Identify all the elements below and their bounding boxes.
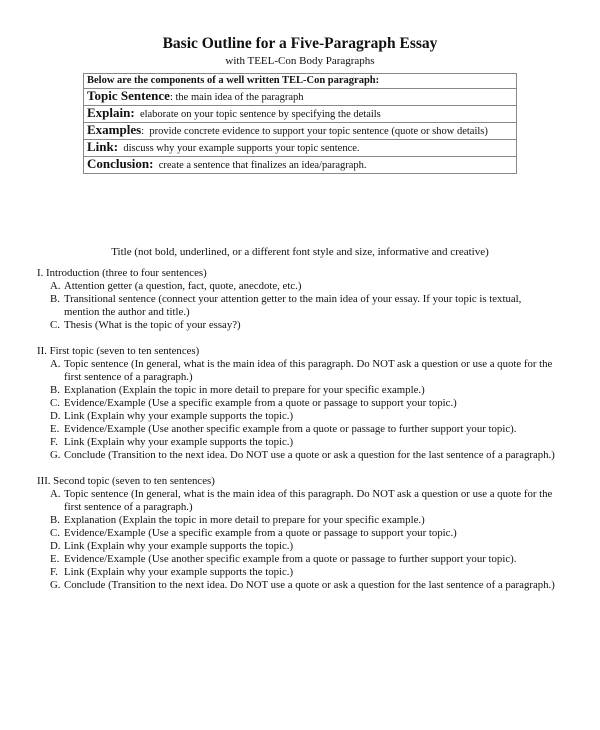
teel-term: Examples	[87, 122, 142, 137]
teel-table-row	[84, 157, 516, 173]
teel-description: elaborate on your topic sentence by specifying the details	[134, 109, 381, 120]
outline-item-text: Evidence/Example (Use a specific example from a quote or passage to support your topic.)	[64, 397, 457, 409]
outline-item	[37, 397, 557, 410]
outline-item-text: Evidence/Example (Use another specific example from a quote or passage to further support your topic).	[64, 553, 517, 565]
teel-description: provide concrete evidence to support your topic sentence (quote or show details)	[144, 126, 488, 137]
outline-item-text: Evidence/Example (Use another specific example from a quote or passage to further support your topic).	[64, 423, 517, 435]
outline-item-label: D.	[50, 410, 61, 422]
outline-item-text: Explanation (Explain the topic in more detail to prepare for your specific example.)	[64, 514, 425, 526]
outline-item	[37, 540, 557, 553]
teel-term: Explain:	[87, 105, 135, 120]
outline-item-label: C.	[50, 527, 60, 539]
outline-item	[37, 280, 557, 293]
outline-item-label: A.	[50, 488, 61, 500]
outline-item-label: D.	[50, 540, 61, 552]
outline-item-label: B.	[50, 293, 60, 305]
teel-term: Topic Sentence	[87, 88, 170, 103]
outline-item	[37, 514, 557, 527]
outline-section	[37, 345, 557, 462]
outline-item-text: Topic sentence (In general, what is the main idea of this paragraph. Do NOT ask a question or use a quote for the first sentence of a paragraph.)	[64, 358, 553, 383]
outline-item-label: B.	[50, 514, 60, 526]
outline-item-text: Evidence/Example (Use a specific example from a quote or passage to support your topic.)	[64, 527, 457, 539]
outline-section-heading: III. Second topic (seven to ten sentences)	[37, 475, 215, 487]
outline-item-text: Topic sentence (In general, what is the main idea of this paragraph. Do NOT ask a question or use a quote for the first sentence of a paragraph.)	[64, 488, 553, 513]
outline-item-text: Explanation (Explain the topic in more detail to prepare for your specific example.)	[64, 384, 425, 396]
teel-description: create a sentence that finalizes an idea/paragraph.	[153, 160, 367, 171]
outline-section-heading: I. Introduction (three to four sentences)	[37, 267, 207, 279]
outline-item-label: F.	[50, 566, 58, 578]
teel-term: Link:	[87, 139, 119, 154]
outline-section	[37, 267, 557, 332]
outline-item-text: Link (Explain why your example supports the topic.)	[64, 540, 294, 552]
document-subtitle: with TEEL-Con Body Paragraphs	[225, 55, 375, 67]
document-title: Basic Outline for a Five-Paragraph Essay	[162, 35, 438, 52]
essay-outline	[37, 267, 557, 605]
teel-term: Conclusion:	[87, 156, 154, 171]
teel-description: the main idea of the paragraph	[172, 92, 304, 103]
outline-item-label: C.	[50, 319, 60, 331]
outline-item	[37, 488, 557, 514]
outline-item-text: Link (Explain why your example supports the topic.)	[64, 436, 294, 448]
outline-item	[37, 553, 557, 566]
outline-item	[37, 293, 557, 319]
teel-table-row	[84, 123, 516, 140]
outline-item-label: E.	[50, 423, 60, 435]
outline-item-text: Conclude (Transition to the next idea. Do NOT use a quote or ask a question for the last sentence of a paragraph.)	[64, 449, 555, 461]
essay-title-note: Title (not bold, underlined, or a different font style and size, informative and creative)	[111, 246, 489, 258]
outline-item-text: Transitional sentence (connect your attention getter to the main idea of your essay. If your topic is textual, mention the author and title.)	[64, 293, 522, 318]
outline-item-label: E.	[50, 553, 60, 565]
outline-item	[37, 423, 557, 436]
outline-item	[37, 319, 557, 332]
teel-separator: :	[141, 126, 145, 137]
outline-item-text: Attention getter (a question, fact, quote, anecdote, etc.)	[64, 280, 302, 292]
teel-separator: :	[169, 92, 173, 103]
outline-item-text: Link (Explain why your example supports the topic.)	[64, 410, 294, 422]
outline-item	[37, 579, 557, 592]
teel-table-row	[84, 140, 516, 157]
outline-item-text: Link (Explain why your example supports the topic.)	[64, 566, 294, 578]
outline-item-label: A.	[50, 358, 61, 370]
outline-item	[37, 436, 557, 449]
outline-item	[37, 410, 557, 423]
outline-item-text: Conclude (Transition to the next idea. Do NOT use a quote or ask a question for the last sentence of a paragraph.)	[64, 579, 555, 591]
outline-item-label: G.	[50, 449, 61, 461]
outline-item-label: C.	[50, 397, 60, 409]
teel-components-table	[83, 73, 517, 174]
outline-item-label: F.	[50, 436, 58, 448]
outline-item	[37, 566, 557, 579]
outline-item	[37, 384, 557, 397]
outline-section-heading: II. First topic (seven to ten sentences)	[37, 345, 200, 357]
outline-section	[37, 475, 557, 592]
outline-item	[37, 449, 557, 462]
teel-description: discuss why your example supports your topic sentence.	[118, 143, 360, 154]
outline-item-label: G.	[50, 579, 61, 591]
teel-table-heading: Below are the components of a well written TEL-Con paragraph:	[84, 74, 516, 89]
teel-table-row	[84, 106, 516, 123]
teel-table-row	[84, 89, 516, 106]
outline-item-text: Thesis (What is the topic of your essay?)	[64, 319, 241, 331]
outline-item-label: B.	[50, 384, 60, 396]
outline-item	[37, 527, 557, 540]
outline-item	[37, 358, 557, 384]
outline-item-label: A.	[50, 280, 61, 292]
